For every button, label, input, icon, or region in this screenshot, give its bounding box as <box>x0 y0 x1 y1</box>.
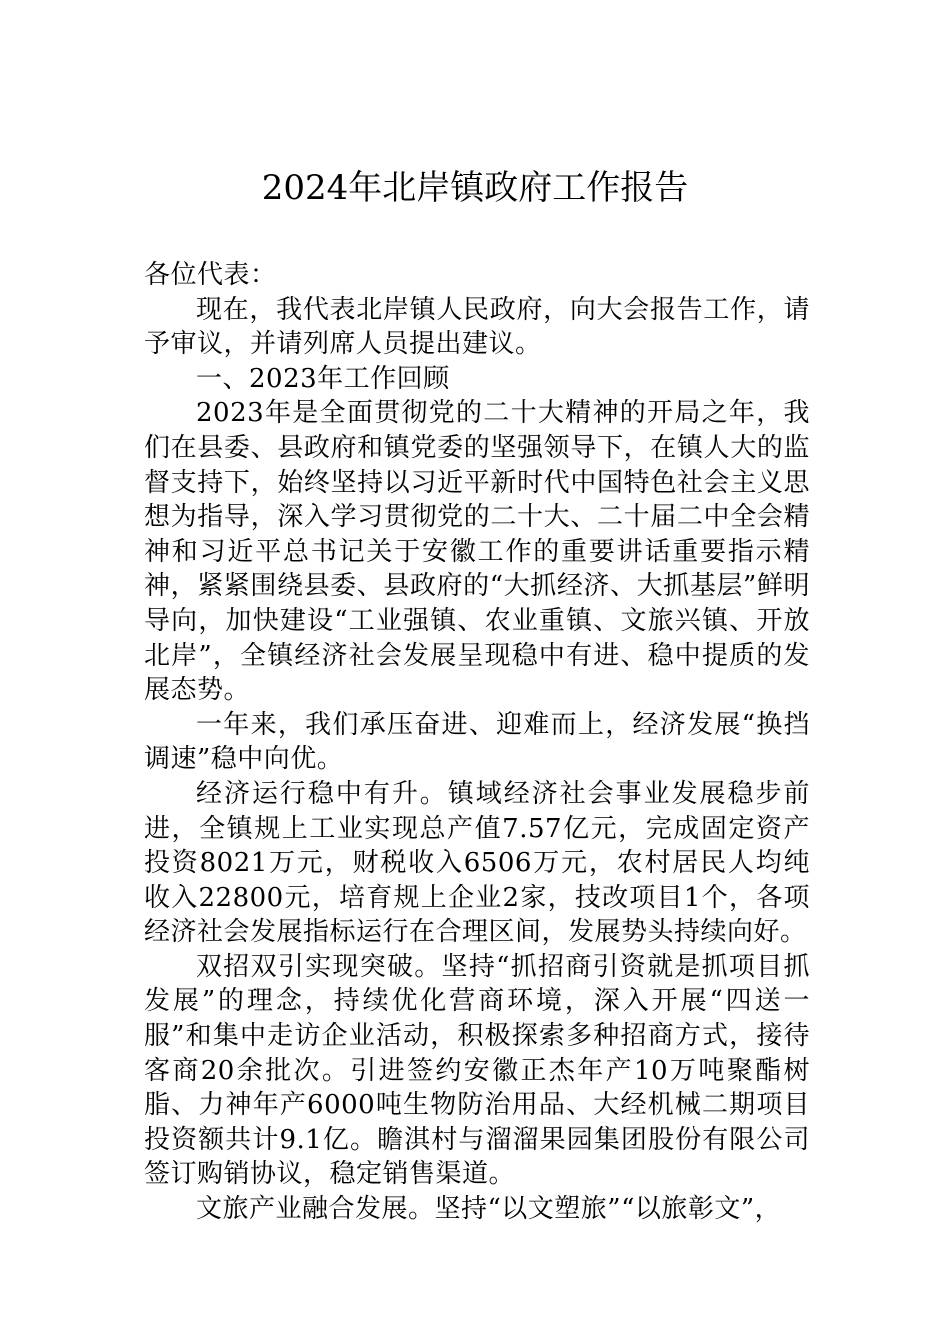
paragraph-tourism: 文旅产业融合发展。坚持“以文塑旅”“以旅彰文”， <box>196 1194 782 1225</box>
salutation: 各位代表： <box>144 260 277 290</box>
paragraph-economy: 经济运行稳中有升。镇域经济社会事业发展稳步前进，全镇规上工业实现总产值7.57亿元，完成固定资产投资8021万元，财税收入6506万元，农村居民人均纯收入22800元，培育规上企业2家，技改项目1个，各项经济社会发展指标运行在合理区间，发展势头持续向好。 <box>144 778 810 948</box>
document-body <box>144 258 810 1227</box>
paragraph-overview: 2023年是全面贯彻党的二十大精神的开局之年，我们在县委、县政府和镇党委的坚强领导下，在镇人大的监督支持下，始终坚持以习近平新时代中国特色社会主义思想为指导，深入学习贯彻党的二十大、二十届二中全会精神和习近平总书记关于安徽工作的重要讲话重要指示精神，紧紧围绕县委、县政府的“大抓经济、大抓基层”鲜明导向，加快建设“工业强镇、农业重镇、文旅兴镇、开放北岸”，全镇经济社会发展呈现稳中有进、稳中提质的发展态势。 <box>144 398 810 706</box>
paragraph-investment: 双招双引实现突破。坚持“抓招商引资就是抓项目抓发展”的理念，持续优化营商环境，深入开展“四送一服”和集中走访企业活动，积极探索多种招商方式，接待客商20余批次。引进签约安徽正杰年产10万吨聚酯树脂、力神年产6000吨生物防治用品、大经机械二期项目投资额共计9.1亿。瞻淇村与溜溜果园集团股份有限公司签订购销协议，稳定销售渠道。 <box>144 951 810 1190</box>
paragraph-intro: 现在，我代表北岸镇人民政府，向大会报告工作，请予审议，并请列席人员提出建议。 <box>144 294 810 360</box>
document-title: 2024年北岸镇政府工作报告 <box>261 168 689 208</box>
paragraph-summary: 一年来，我们承压奋进、迎难而上，经济发展“换挡调速”稳中向优。 <box>144 709 810 775</box>
section-heading: 一、2023年工作回顾 <box>196 363 450 394</box>
